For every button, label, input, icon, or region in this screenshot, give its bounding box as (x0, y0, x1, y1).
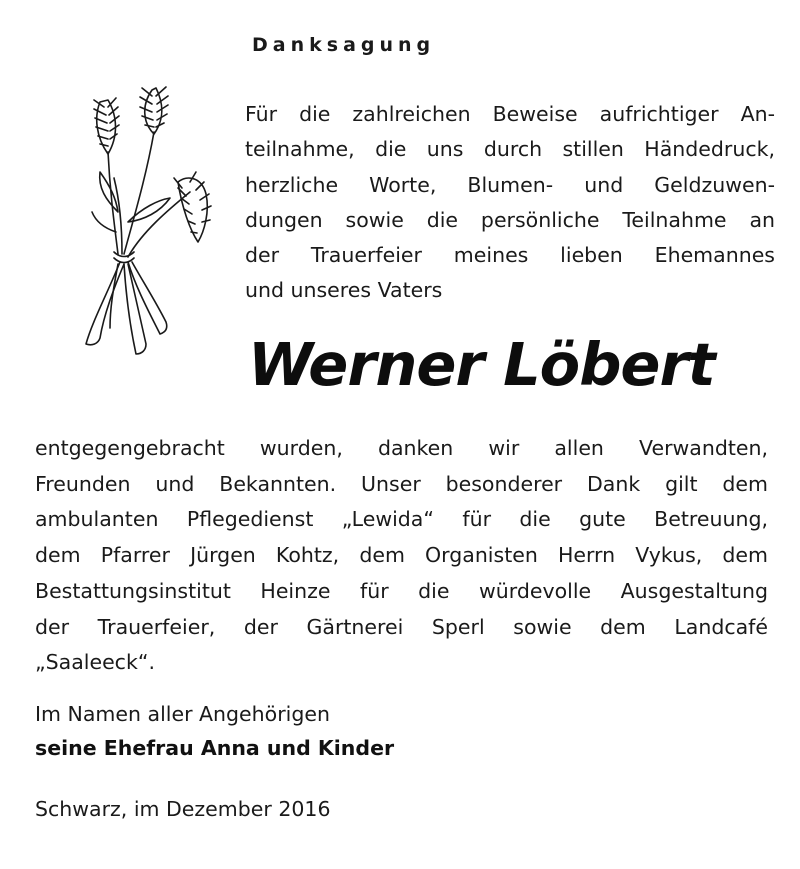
body-line: entgegengebracht wurden, danken wir allen Verwandten, (35, 436, 768, 460)
intro-line: der Trauerfeier meines lieben Ehemannes (245, 243, 775, 268)
intro-line: und unseres Vaters (245, 278, 443, 303)
intro-line: Für die zahlreichen Beweise aufrichtiger An- (245, 102, 775, 126)
wheat-sheaf-icon (70, 82, 220, 372)
intro-line: herzliche Worte, Blumen- und Geldzuwen- (245, 172, 775, 197)
intro-line: teilnahme, die uns durch stillen Händedruck, (245, 137, 775, 162)
deceased-name: Werner Löbert (248, 330, 715, 399)
body-line: dem Pfarrer Jürgen Kohtz, dem Organisten Herrn Vykus, dem (35, 543, 768, 568)
signature-names: seine Ehefrau Anna und Kinder (35, 736, 395, 760)
signature-intro: Im Namen aller Angehörigen (35, 702, 330, 726)
notice-heading: Danksagung (252, 34, 436, 56)
body-line: ambulanten Pflegedienst „Lewida“ für die gute Betreuung, (35, 507, 768, 532)
place-date: Schwarz, im Dezember 2016 (35, 797, 331, 821)
intro-line: dungen sowie die persönliche Teilnahme an (245, 207, 775, 232)
body-line: der Trauerfeier, der Gärtnerei Sperl sowie dem Landcafé (35, 614, 768, 639)
body-line: Freunden und Bekannten. Unser besonderer Dank gilt dem (35, 471, 768, 496)
intro-paragraph (245, 97, 775, 309)
body-paragraph (35, 431, 768, 681)
body-line: „Saaleeck“. (35, 650, 155, 675)
body-line: Bestattungsinstitut Heinze für die würdevolle Ausgestaltung (35, 578, 768, 603)
